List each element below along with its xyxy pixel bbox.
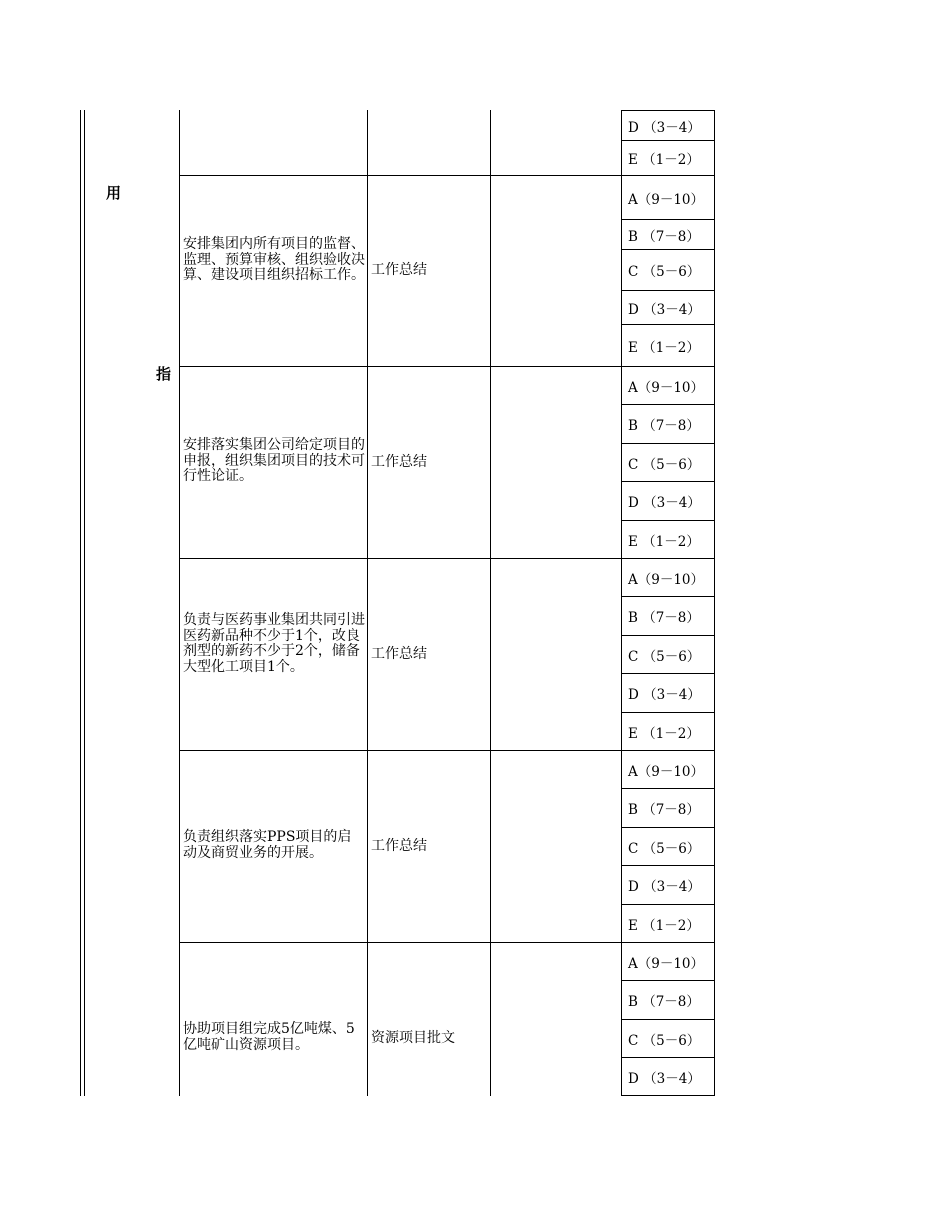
grade-cell: B （7－8） <box>621 980 715 1019</box>
task-description: 安排集团内所有项目的监督、监理、预算审核、组织验收决算、建设项目组织招标工作。 <box>183 236 365 283</box>
grade-cell: E （1－2） <box>621 904 715 942</box>
grade-cell: A（9－10） <box>621 942 715 980</box>
task-description: 安排落实集团公司给定项目的申报，组织集团项目的技术可行性论证。 <box>183 437 365 484</box>
grade-cell: A（9－10） <box>621 750 715 788</box>
grade-cell: D （3－4） <box>621 865 715 904</box>
side-label-a: 用 <box>106 184 122 202</box>
grade-cell: E （1－2） <box>621 520 715 558</box>
grade-cell: E （1－2） <box>621 324 715 366</box>
grade-cell: B （7－8） <box>621 219 715 249</box>
grade-cell: B （7－8） <box>621 788 715 827</box>
evidence-source: 工作总结 <box>371 262 427 278</box>
grade-cell: D （3－4） <box>621 481 715 520</box>
grade-cell: D （3－4） <box>621 290 715 324</box>
grade-cell: D （3－4） <box>621 1057 715 1096</box>
grade-cell: C （5－6） <box>621 827 715 865</box>
grade-cell: A（9－10） <box>621 366 715 404</box>
grade-cell: D （3－4） <box>621 110 715 140</box>
evidence-source: 资源项目批文 <box>371 1030 455 1046</box>
grade-cell: B （7－8） <box>621 404 715 443</box>
grade-cell: B （7－8） <box>621 596 715 635</box>
grade-cell: E （1－2） <box>621 140 715 175</box>
column-divider-1 <box>179 110 180 1096</box>
column-divider-3 <box>490 110 491 1096</box>
table-left-border-inner <box>84 110 85 1096</box>
grade-cell: C （5－6） <box>621 249 715 290</box>
grade-cell: E （1－2） <box>621 712 715 750</box>
grade-cell: C （5－6） <box>621 443 715 481</box>
task-description: 负责组织落实PPS项目的启动及商贸业务的开展。 <box>183 829 352 861</box>
grade-cell: C （5－6） <box>621 1019 715 1057</box>
column-divider-2 <box>367 110 368 1096</box>
evidence-source: 工作总结 <box>371 454 427 470</box>
task-description: 负责与医药事业集团共同引进医药新品种不少于1个，改良剂型的新药不少于2个，储备大型化工项目1个。 <box>183 612 365 675</box>
task-description: 协助项目组完成5亿吨煤、5亿吨矿山资源项目。 <box>183 1021 355 1053</box>
grade-cell: C （5－6） <box>621 635 715 673</box>
side-label-b: 指 <box>156 365 172 383</box>
grade-cell: D （3－4） <box>621 673 715 712</box>
grade-cell: A（9－10） <box>621 175 715 219</box>
evidence-source: 工作总结 <box>371 646 427 662</box>
evidence-source: 工作总结 <box>371 838 427 854</box>
table-left-border-outer <box>80 110 81 1096</box>
grade-cell: A（9－10） <box>621 558 715 596</box>
